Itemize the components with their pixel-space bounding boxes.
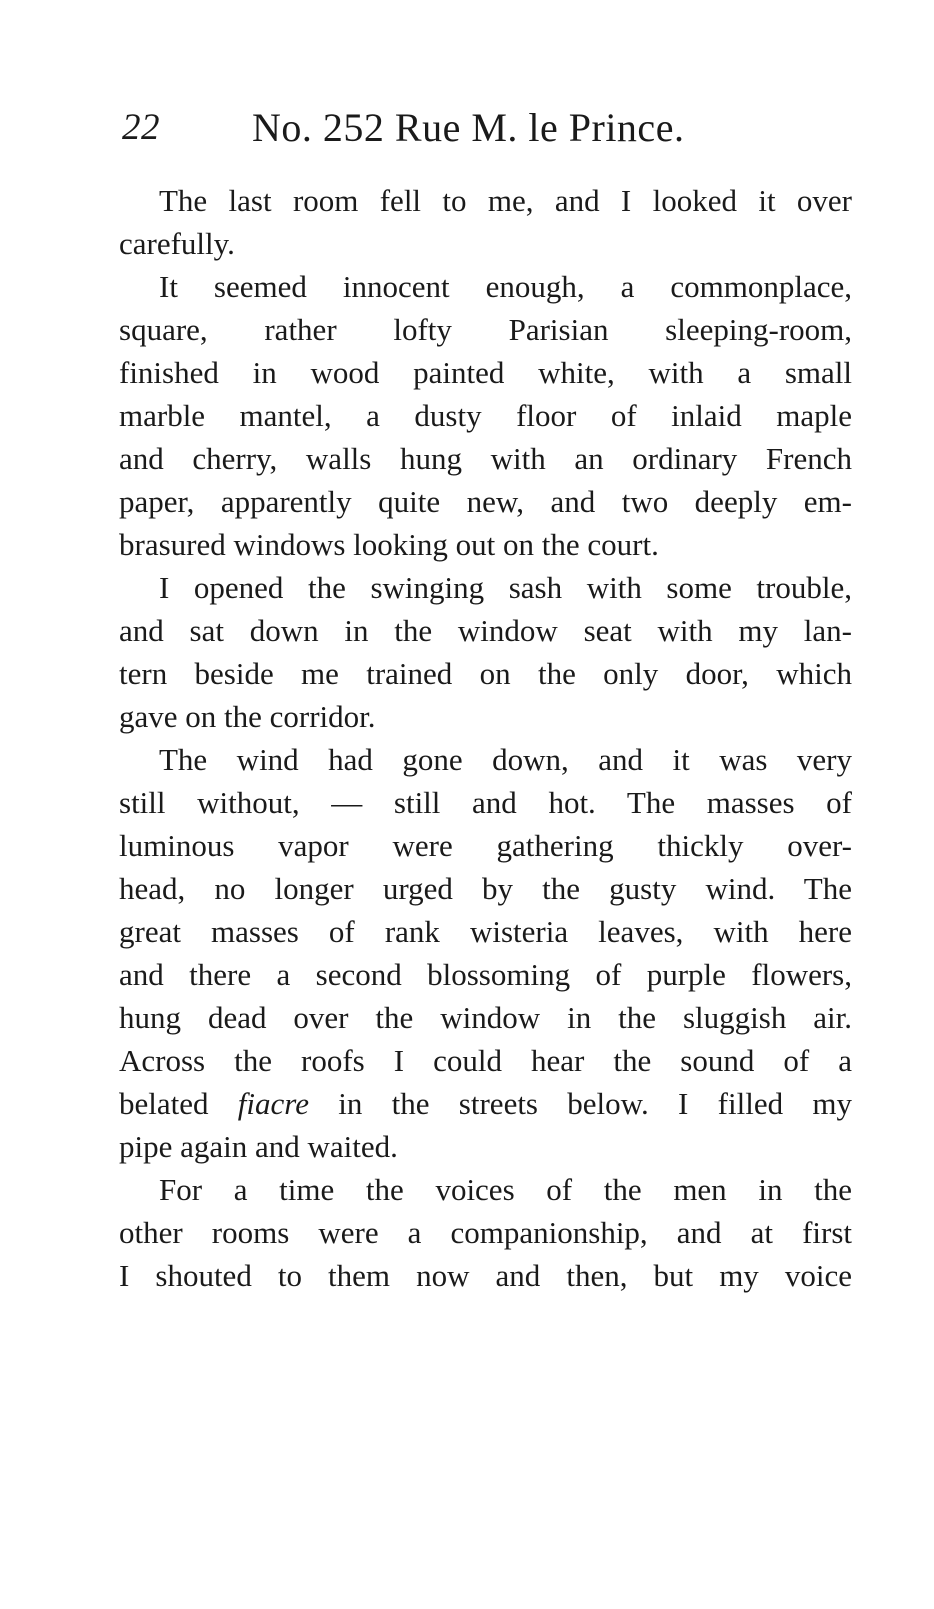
paragraph-2 bbox=[119, 265, 852, 566]
text-line: square, rather lofty Parisian sleeping-room, bbox=[119, 312, 852, 347]
text-line: hung dead over the window in the sluggish air. bbox=[119, 1000, 852, 1035]
text-line: still without, — still and hot. The masses of bbox=[119, 785, 852, 820]
text-line: It seemed innocent enough, a commonplace, bbox=[159, 269, 852, 304]
text-line: The wind had gone down, and it was very bbox=[159, 742, 852, 777]
text-line: gave on the corridor. bbox=[119, 699, 376, 734]
paragraph-4 bbox=[119, 738, 852, 1168]
text-line: The last room fell to me, and I looked it over bbox=[159, 183, 852, 218]
text-line: carefully. bbox=[119, 226, 235, 261]
paragraph-1 bbox=[119, 179, 852, 265]
paragraph-3 bbox=[119, 566, 852, 738]
text-line: great masses of rank wisteria leaves, with here bbox=[119, 914, 852, 949]
text-line: Across the roofs I could hear the sound of a bbox=[119, 1043, 852, 1078]
text-line: I opened the swinging sash with some trouble, bbox=[159, 570, 852, 605]
text-line: and sat down in the window seat with my lan- bbox=[119, 613, 852, 648]
text-line: head, no longer urged by the gusty wind. The bbox=[119, 871, 852, 906]
text-line: finished in wood painted white, with a small bbox=[119, 355, 852, 390]
running-header bbox=[122, 98, 857, 158]
text-line: other rooms were a companionship, and at first bbox=[119, 1215, 852, 1250]
text-line: and there a second blossoming of purple flowers, bbox=[119, 957, 852, 992]
text-line: belated fiacre in the streets below. I filled my bbox=[119, 1086, 852, 1121]
body-text bbox=[119, 179, 852, 1297]
text-line: luminous vapor were gathering thickly over- bbox=[119, 828, 852, 863]
text-line: brasured windows looking out on the court. bbox=[119, 527, 659, 562]
text-line: and cherry, walls hung with an ordinary French bbox=[119, 441, 852, 476]
page-number: 22 bbox=[122, 107, 160, 148]
text-line: paper, apparently quite new, and two deeply em- bbox=[119, 484, 852, 519]
text-line: tern beside me trained on the only door, which bbox=[119, 656, 852, 691]
text-line: I shouted to them now and then, but my voice bbox=[119, 1258, 852, 1293]
running-title: No. 252 Rue M. le Prince. bbox=[252, 105, 685, 150]
text-line: marble mantel, a dusty floor of inlaid maple bbox=[119, 398, 852, 433]
paragraph-5 bbox=[119, 1168, 852, 1297]
italic-word-fiacre: fiacre bbox=[237, 1086, 309, 1121]
text-line: pipe again and waited. bbox=[119, 1129, 398, 1164]
text-line: For a time the voices of the men in the bbox=[159, 1172, 852, 1207]
